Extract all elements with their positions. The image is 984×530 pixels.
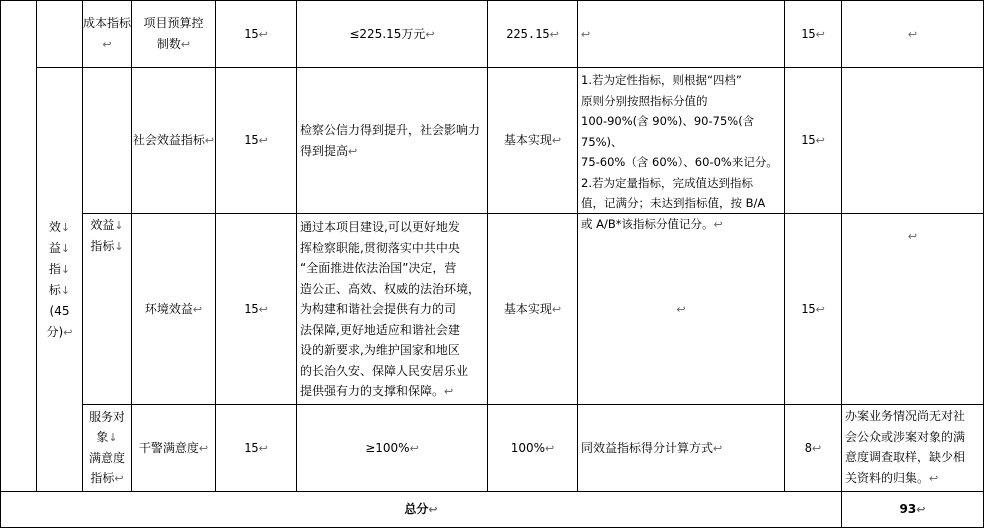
env-target-line: 的长治久安、保障人民安居乐业: [300, 363, 469, 378]
benefit-group-line: 效: [48, 219, 61, 234]
service-got: [785, 405, 841, 491]
env-target-line: 通过本项目建设,可以更好地发: [300, 220, 460, 234]
rule: [0, 527, 984, 528]
social-score-value: 15: [244, 133, 259, 147]
social-target: [297, 68, 487, 213]
satisfaction-text: 干警满意度: [138, 440, 199, 455]
cost-target: [297, 1, 487, 67]
benefit-group-line: 指: [48, 261, 61, 276]
paragraph-mark-icon: ↩: [929, 471, 939, 485]
env-target-line: 挥检察职能,贯彻落实中共中央: [300, 240, 460, 255]
env-target-line: 为构建和谐社会提供有力的司: [300, 302, 457, 316]
env-target-line: 造公正、高效、权威的法治环境，: [300, 281, 481, 296]
social-got-value: 15: [801, 133, 816, 147]
service-note-line: 意度调查取样，缺少相: [845, 450, 966, 464]
env-score: [216, 214, 296, 404]
paragraph-mark-icon: ↩: [907, 27, 918, 41]
env-benefit-text: 环境效益: [144, 301, 193, 316]
env-target-line: “全面推进依法治国”决定，营: [300, 261, 457, 275]
method-line: 原则分别按照指标分值的: [581, 93, 708, 108]
paragraph-mark-icon: ↩: [63, 325, 73, 339]
service-method: [578, 405, 784, 491]
budget-control-label: [132, 1, 215, 67]
cost-got-value: 15: [801, 26, 816, 41]
env-actual-text: 基本实现: [503, 301, 552, 316]
method-line: 或 A/B*该指标分值记分。: [581, 216, 714, 231]
service-score: [216, 405, 296, 491]
cost-indicator-text: 成本指标: [83, 16, 132, 30]
social-benefit-text: 社会效益指标: [132, 133, 205, 147]
paragraph-mark-icon: ↩: [192, 302, 203, 316]
env-target-line: 法保障,更好地适应和谐社会建: [300, 322, 460, 337]
service-indicator-line: 满意度: [88, 451, 125, 465]
scoring-method: [578, 68, 784, 231]
paragraph-mark-icon: ↩: [581, 27, 591, 41]
env-target: [297, 214, 487, 404]
paragraph-mark-icon: ↩: [204, 134, 215, 147]
service-indicator-label: 服务对 象↓ 满意度 指标↩: [83, 405, 131, 491]
service-score-value: 15: [244, 440, 259, 455]
method-line: 100-90%(含 90%)、90-75%(含 75%)、: [581, 114, 755, 149]
paragraph-mark-icon: ↩: [180, 38, 191, 51]
service-target: [297, 405, 487, 491]
benefit-group-line: (45 分): [46, 303, 70, 339]
paragraph-mark-icon: ↩: [916, 503, 926, 516]
env-score-value: 15: [244, 301, 259, 316]
paragraph-mark-icon: ↩: [258, 441, 268, 455]
service-target-value: ≥100%: [365, 440, 410, 455]
method-line: 值，记满分；未达到指标值，按 B/A: [581, 196, 766, 210]
cost-got: [785, 1, 841, 67]
social-benefit-label: [132, 68, 215, 213]
service-indicator-line: 象: [96, 430, 109, 444]
env-benefit-label: [132, 214, 215, 404]
benefit-group-line: 益: [48, 240, 61, 255]
social-got: [785, 68, 841, 213]
service-indicator-line: 服务对: [88, 410, 125, 424]
env-target-line: 设的新要求,为维护国家和地区: [300, 343, 460, 357]
social-score: [216, 68, 296, 213]
total-label: [1, 492, 841, 527]
service-note-line: 办案业务情况尚无对社: [845, 409, 966, 423]
paragraph-mark-icon: ↩: [444, 385, 454, 398]
service-note-line: 关资料的归集。: [845, 470, 930, 485]
paragraph-mark-icon: ↩: [549, 27, 559, 41]
paragraph-mark-icon: ↩: [676, 302, 686, 316]
env-target-line: 提供强有力的支撑和保障。: [300, 384, 445, 398]
cost-note: [842, 1, 983, 67]
env-got: [785, 214, 841, 404]
benefit-group-line: 标: [48, 282, 61, 297]
social-note: [842, 68, 983, 404]
paragraph-mark-icon: ↩: [551, 134, 562, 147]
cost-actual-value: 225.15: [506, 26, 550, 41]
total-value: [842, 492, 983, 527]
service-indicator-line: 指标: [90, 471, 115, 485]
paragraph-mark-icon: ↩: [713, 441, 723, 455]
service-method-text: 同效益指标得分计算方式: [581, 440, 714, 455]
service-note: [842, 405, 983, 491]
paragraph-mark-icon: ↩: [815, 134, 825, 147]
method-line: 2.若为定量指标，完成值达到指标: [581, 175, 753, 190]
paragraph-mark-icon: ↩: [551, 302, 562, 316]
social-actual-text: 基本实现: [503, 133, 552, 147]
cost-indicator-label: [83, 1, 131, 67]
total-value-text: 93: [899, 502, 917, 516]
paragraph-mark-icon: ↩: [907, 229, 918, 243]
paragraph-mark-icon: ↩: [102, 38, 112, 51]
cost-target-value: ≤225.15万元: [349, 26, 426, 41]
cost-score-value: 15: [244, 26, 259, 41]
paragraph-mark-icon: ↩: [815, 302, 825, 316]
env-actual: [488, 214, 577, 404]
benefit-subgroup-line: 效益: [90, 218, 115, 232]
service-actual: [488, 405, 577, 491]
paragraph-mark-icon: ↩: [428, 503, 438, 516]
paragraph-mark-icon: ↩: [258, 134, 268, 147]
total-label-text: 总分: [404, 502, 429, 516]
env-method: [578, 214, 784, 404]
budget-control-text: 项目预算控制数: [143, 16, 204, 51]
paragraph-mark-icon: ↩: [258, 302, 268, 316]
paragraph-mark-icon: ↩: [198, 441, 209, 455]
service-note-line: 会公众或涉案对象的满: [845, 429, 966, 444]
paragraph-mark-icon: ↩: [425, 27, 435, 41]
paragraph-mark-icon: ↩: [713, 217, 723, 231]
benefit-group-label: 效↓ 益↓ 指↓ 标↓ (45 分)↩: [46, 219, 73, 339]
method-line: 75-60%（含 60%）、60-0%来记分。: [581, 155, 778, 169]
paragraph-mark-icon: ↩: [114, 472, 124, 485]
paragraph-mark-icon: ↩: [815, 27, 825, 41]
benefit-subgroup-line: 指标: [90, 239, 115, 253]
service-actual-value: 100%: [510, 440, 546, 455]
env-got-value: 15: [801, 301, 816, 316]
paragraph-mark-icon: ↩: [258, 27, 268, 41]
service-got-value: 8: [804, 440, 812, 455]
rule: [0, 0, 1, 528]
method-line: 1.若为定性指标，则根据“四档”: [581, 73, 742, 87]
cost-actual: [488, 1, 577, 67]
benefit-subgroup-label: 效益↓ 指标↓: [90, 218, 124, 253]
paragraph-mark-icon: ↩: [348, 144, 358, 158]
cost-score: [216, 1, 296, 67]
social-actual: [488, 68, 577, 213]
paragraph-mark-icon: ↩: [545, 441, 555, 455]
paragraph-mark-icon: ↩: [812, 441, 822, 455]
satisfaction-label: [132, 405, 215, 491]
paragraph-mark-icon: ↩: [409, 441, 419, 455]
social-target-text: 检察公信力得到提升，社会影响力得到提高: [300, 122, 481, 158]
cost-method: [578, 1, 784, 67]
